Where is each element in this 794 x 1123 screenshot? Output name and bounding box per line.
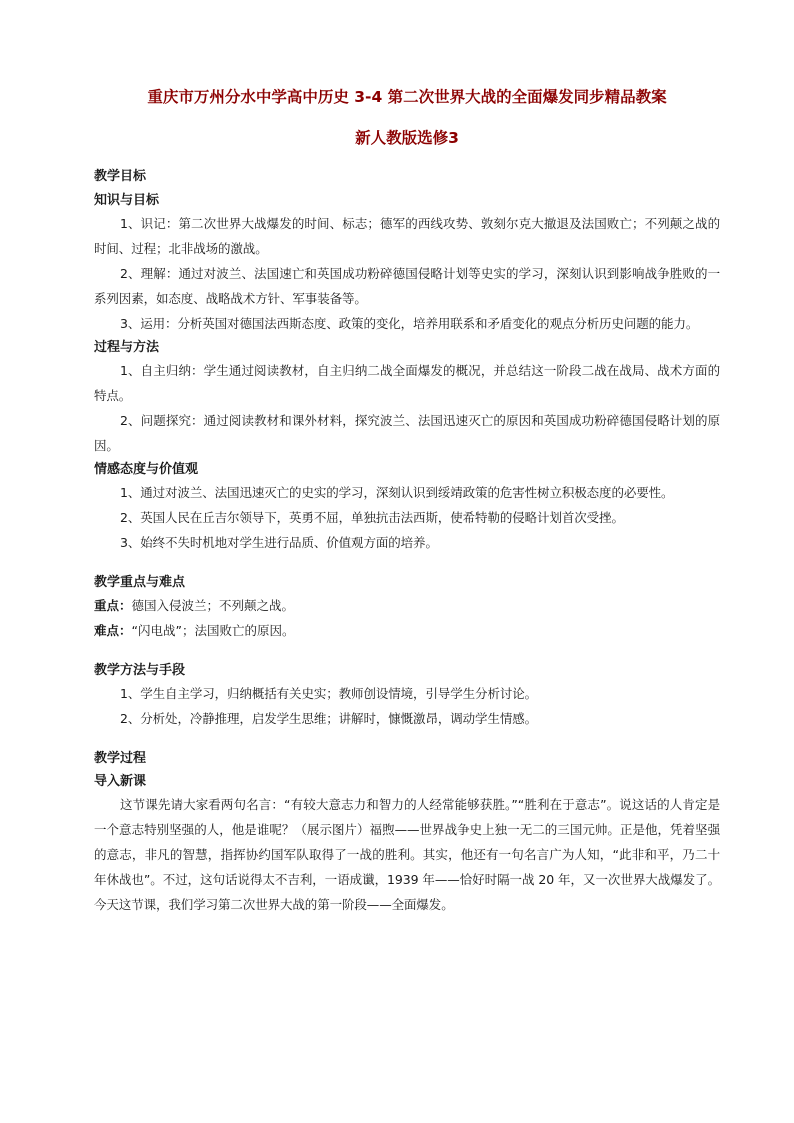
document-title-line2: 新人教版选修3 [355, 129, 459, 147]
key-point-row [94, 593, 720, 618]
difficult-point-row [94, 618, 720, 643]
difficult-point-text: “闪电战”；法国败亡的原因。 [131, 623, 295, 638]
method-item-1: 1、学生自主学习，归纳概括有关史实；教师创设情境，引导学生分析讨论。 [120, 686, 538, 701]
difficult-point-label: 难点： [94, 623, 132, 638]
intro-paragraph: 这节课先请大家看两句名言：“有较大意志力和智力的人经常能够获胜。”“胜利在于意志”。说这话的人肯定是一个意志特别坚强的人，他是谁呢？（展示图片）福煦——世界战争史上独一无二的三国元帅。正是他，凭着坚强的意志，非凡的智慧，指挥协约国军队取得了一战的胜利。其实，他还有一句名言广为人知，“此非和平，乃二十年休战也”。不过，这句话说得太不吉利，一语成谶，1939 年——恰好时隔一战 20 年，又一次世界大战爆发了。今天这节课，我们学习第二次世界大战的第一阶段——全面爆发。 [94, 797, 720, 912]
knowledge-item-1: 1、识记：第二次世界大战爆发的时间、标志；德军的西线攻势、敦刻尔克大撤退及法国败亡；不列颠之战的时间、过程；北非战场的激战。 [94, 216, 720, 256]
emotion-item-2: 2、英国人民在丘吉尔领导下，英勇不屈，单独抗击法西斯，使希特勒的侵略计划首次受挫。 [120, 510, 624, 525]
subheading-intro: 导入新课 [94, 774, 147, 789]
subheading-emotion: 情感态度与价值观 [94, 462, 199, 477]
section-heading-methods: 教学方法与手段 [94, 663, 186, 678]
knowledge-item-2: 2、理解：通过对波兰、法国速亡和英国成功粉碎德国侵略计划等史实的学习，深刻认识到影响战争胜败的一系列因素，如态度、战略战术方针、军事装备等。 [94, 266, 720, 306]
document-page [94, 86, 720, 917]
emotion-item-1: 1、通过对波兰、法国迅速灭亡的史实的学习，深刻认识到绥靖政策的危害性树立积极态度的必要性。 [120, 485, 674, 500]
key-point-text: 德国入侵波兰；不列颠之战。 [131, 598, 295, 613]
process-item-1: 1、自主归纳：学生通过阅读教材，自主归纳二战全面爆发的概况，并总结这一阶段二战在战局、战术方面的特点。 [94, 363, 720, 403]
process-item-2: 2、问题探究：通过阅读教材和课外材料，探究波兰、法国迅速灭亡的原因和英国成功粉碎德国侵略计划的原因。 [94, 413, 720, 453]
knowledge-item-3: 3、运用：分析英国对德国法西斯态度、政策的变化，培养用联系和矛盾变化的观点分析历史问题的能力。 [120, 316, 699, 331]
method-item-2: 2、分析处，冷静推理，启发学生思维；讲解时，慷慨激昂，调动学生情感。 [120, 711, 538, 726]
subheading-knowledge: 知识与目标 [94, 193, 160, 208]
subheading-process: 过程与方法 [94, 340, 160, 355]
section-heading-teaching-process: 教学过程 [94, 751, 147, 766]
key-point-label: 重点： [94, 598, 132, 613]
emotion-item-3: 3、始终不失时机地对学生进行品质、价值观方面的培养。 [120, 535, 438, 550]
section-heading-key-points: 教学重点与难点 [94, 575, 186, 590]
document-title-line1: 重庆市万州分水中学高中历史 3-4 第二次世界大战的全面爆发同步精品教案 [147, 88, 667, 106]
section-heading-objectives: 教学目标 [94, 169, 147, 184]
